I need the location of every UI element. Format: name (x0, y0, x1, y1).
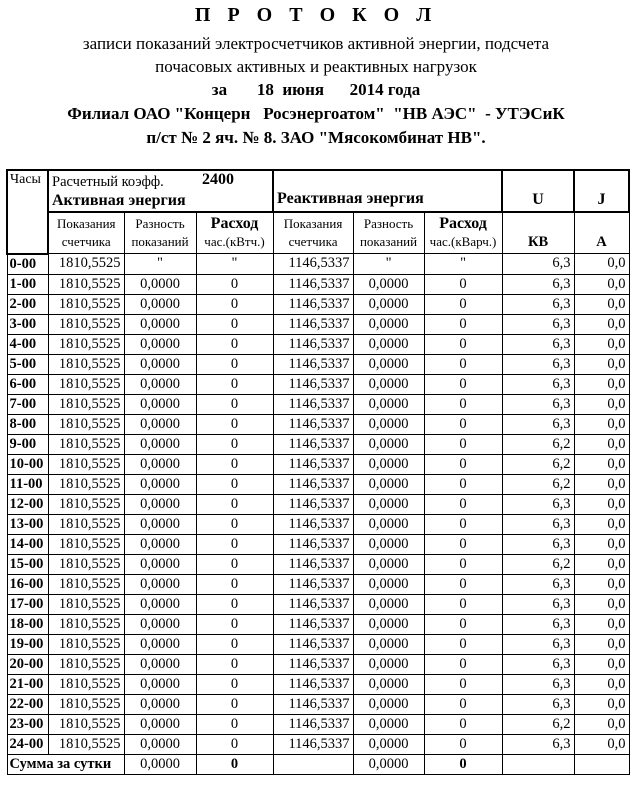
voltage-cell: 6,3 (502, 574, 574, 594)
reactive-reading-cell: 1146,5337 (273, 374, 353, 394)
active-flow-cell: 0 (196, 474, 273, 494)
active-diff-cell: 0,0000 (124, 674, 196, 694)
reactive-flow-cell: 0 (424, 654, 502, 674)
active-reading-cell: 1810,5525 (48, 454, 124, 474)
active-diff-cell: 0,0000 (124, 574, 196, 594)
active-diff-cell: 0,0000 (124, 734, 196, 754)
reactive-reading-cell: 1146,5337 (273, 274, 353, 294)
current-cell: 0,0 (574, 594, 629, 614)
current-cell: 0,0 (574, 714, 629, 734)
active-flow-cell: 0 (196, 534, 273, 554)
active-reading-cell: 1810,5525 (48, 274, 124, 294)
active-reading-cell: 1810,5525 (48, 554, 124, 574)
reactive-diff-cell: 0,0000 (353, 594, 424, 614)
active-diff-cell: 0,0000 (124, 654, 196, 674)
active-diff-cell: 0,0000 (124, 414, 196, 434)
hour-cell: 5-00 (7, 354, 48, 374)
total-empty (273, 754, 353, 774)
active-readings-header (48, 212, 124, 254)
total-empty (574, 754, 629, 774)
reactive-reading-cell: 1146,5337 (273, 634, 353, 654)
voltage-cell: 6,3 (502, 514, 574, 534)
coef-value: 2400 (202, 171, 234, 188)
active-reading-cell: 1810,5525 (48, 714, 124, 734)
table-row (7, 534, 629, 554)
voltage-cell: 6,2 (502, 474, 574, 494)
active-diff-cell: 0,0000 (124, 694, 196, 714)
active-diff-cell: 0,0000 (124, 614, 196, 634)
flow-unit-reactive: час.(кВарч.) (429, 234, 497, 249)
active-reading-cell: 1810,5525 (48, 534, 124, 554)
table-row (7, 394, 629, 414)
table-row (7, 554, 629, 574)
header-row-2 (7, 212, 629, 254)
table-row (7, 274, 629, 294)
reactive-reading-cell: 1146,5337 (273, 394, 353, 414)
active-diff-cell: 0,0000 (124, 594, 196, 614)
voltage-cell: 6,3 (502, 354, 574, 374)
active-diff-cell: 0,0000 (124, 534, 196, 554)
hour-cell: 15-00 (7, 554, 48, 574)
reactive-reading-cell: 1146,5337 (273, 734, 353, 754)
reactive-diff-cell: 0,0000 (353, 534, 424, 554)
diff-label: Разность (135, 216, 185, 231)
current-cell: 0,0 (574, 474, 629, 494)
total-label: Сумма за сутки (7, 754, 124, 774)
active-flow-cell: 0 (196, 714, 273, 734)
hour-cell: 21-00 (7, 674, 48, 694)
reactive-energy-label: Реактивная энергия (277, 190, 424, 207)
page-title: П Р О Т О К О Л (194, 4, 438, 26)
reactive-diff-cell: 0,0000 (353, 474, 424, 494)
reactive-diff-cell: 0,0000 (353, 294, 424, 314)
active-diff-cell: 0,0000 (124, 354, 196, 374)
active-flow-header (196, 212, 273, 254)
reactive-reading-cell: 1146,5337 (273, 614, 353, 634)
reactive-reading-cell: 1146,5337 (273, 434, 353, 454)
table-row (7, 654, 629, 674)
hour-cell: 9-00 (7, 434, 48, 454)
active-reading-cell: 1810,5525 (48, 254, 124, 275)
active-flow-cell: 0 (196, 294, 273, 314)
hour-cell: 1-00 (7, 274, 48, 294)
active-flow-cell: 0 (196, 354, 273, 374)
hour-cell: 11-00 (7, 474, 48, 494)
reactive-diff-cell: 0,0000 (353, 734, 424, 754)
active-reading-cell: 1810,5525 (48, 394, 124, 414)
active-energy-label: Активная энергия (52, 192, 186, 209)
current-cell: 0,0 (574, 394, 629, 414)
reactive-flow-cell: 0 (424, 334, 502, 354)
active-reading-cell: 1810,5525 (48, 334, 124, 354)
reactive-diff-cell: 0,0000 (353, 714, 424, 734)
reactive-flow-cell: 0 (424, 354, 502, 374)
active-flow-cell: 0 (196, 374, 273, 394)
reactive-diff-header (353, 212, 424, 254)
reactive-reading-cell: 1146,5337 (273, 414, 353, 434)
table-row (7, 694, 629, 714)
active-diff-cell: 0,0000 (124, 274, 196, 294)
current-cell: 0,0 (574, 514, 629, 534)
active-reading-cell: 1810,5525 (48, 354, 124, 374)
hour-cell: 23-00 (7, 714, 48, 734)
table-row (7, 454, 629, 474)
reactive-diff-cell: 0,0000 (353, 394, 424, 414)
active-diff-cell: 0,0000 (124, 514, 196, 534)
reactive-diff-cell: 0,0000 (353, 574, 424, 594)
active-diff-cell: 0,0000 (124, 334, 196, 354)
active-flow-cell: 0 (196, 694, 273, 714)
reactive-flow-cell: 0 (424, 314, 502, 334)
reactive-reading-cell: 1146,5337 (273, 554, 353, 574)
active-diff-cell: 0,0000 (124, 494, 196, 514)
reactive-reading-cell: 1146,5337 (273, 654, 353, 674)
active-diff-cell: 0,0000 (124, 314, 196, 334)
current-cell: 0,0 (574, 334, 629, 354)
reactive-diff-cell: 0,0000 (353, 554, 424, 574)
active-reading-cell: 1810,5525 (48, 414, 124, 434)
active-flow-cell: 0 (196, 334, 273, 354)
active-flow-cell: 0 (196, 554, 273, 574)
active-reading-cell: 1810,5525 (48, 314, 124, 334)
j-unit: А (574, 212, 629, 254)
current-cell: 0,0 (574, 414, 629, 434)
current-cell: 0,0 (574, 274, 629, 294)
active-diff-cell: 0,0000 (124, 294, 196, 314)
reactive-flow-cell: 0 (424, 714, 502, 734)
active-reading-cell: 1810,5525 (48, 514, 124, 534)
reactive-flow-cell: 0 (424, 614, 502, 634)
total-active-flow: 0 (196, 754, 273, 774)
reactive-diff-cell: 0,0000 (353, 414, 424, 434)
subtitle-line-1: записи показаний электросчетчиков активной энергии, подсчета (82, 34, 550, 53)
reactive-reading-cell: 1146,5337 (273, 474, 353, 494)
voltage-cell: 6,3 (502, 374, 574, 394)
reactive-flow-cell: 0 (424, 274, 502, 294)
total-row (7, 754, 629, 774)
reactive-flow-cell: 0 (424, 414, 502, 434)
active-diff-cell: 0,0000 (124, 554, 196, 574)
active-diff-cell: 0,0000 (124, 374, 196, 394)
total-reactive-flow: 0 (424, 754, 502, 774)
reactive-flow-cell: 0 (424, 554, 502, 574)
table-row (7, 494, 629, 514)
active-reading-cell: 1810,5525 (48, 614, 124, 634)
active-flow-cell: 0 (196, 574, 273, 594)
voltage-cell: 6,3 (502, 534, 574, 554)
active-flow-cell: 0 (196, 654, 273, 674)
reactive-reading-cell: 1146,5337 (273, 534, 353, 554)
reactive-flow-cell: 0 (424, 454, 502, 474)
voltage-cell: 6,3 (502, 314, 574, 334)
table-row (7, 434, 629, 454)
reactive-flow-header (424, 212, 502, 254)
voltage-cell: 6,3 (502, 614, 574, 634)
reactive-reading-cell: 1146,5337 (273, 714, 353, 734)
hour-cell: 20-00 (7, 654, 48, 674)
reactive-diff-cell: 0,0000 (353, 434, 424, 454)
meter-label: счетчика (288, 234, 338, 249)
table-row (7, 334, 629, 354)
u-unit: КВ (502, 212, 574, 254)
voltage-cell: 6,3 (502, 334, 574, 354)
reactive-flow-cell: 0 (424, 574, 502, 594)
reactive-flow-cell: 0 (424, 394, 502, 414)
active-reading-cell: 1810,5525 (48, 434, 124, 454)
active-reading-cell: 1810,5525 (48, 734, 124, 754)
table-row (7, 414, 629, 434)
voltage-cell: 6,3 (502, 694, 574, 714)
hour-cell: 7-00 (7, 394, 48, 414)
table-row (7, 354, 629, 374)
table-row (7, 294, 629, 314)
reactive-diff-cell: 0,0000 (353, 694, 424, 714)
current-cell: 0,0 (574, 614, 629, 634)
active-flow-cell: 0 (196, 594, 273, 614)
report-date: за 18 июня 2014 года (211, 80, 421, 99)
hour-cell: 8-00 (7, 414, 48, 434)
active-diff-cell: 0,0000 (124, 394, 196, 414)
active-flow-cell: 0 (196, 494, 273, 514)
reactive-reading-cell: 1146,5337 (273, 314, 353, 334)
current-cell: 0,0 (574, 674, 629, 694)
reactive-diff-cell: 0,0000 (353, 374, 424, 394)
active-reading-cell: 1810,5525 (48, 674, 124, 694)
current-cell: 0,0 (574, 554, 629, 574)
voltage-cell: 6,3 (502, 414, 574, 434)
table-row (7, 634, 629, 654)
voltage-cell: 6,3 (502, 254, 574, 275)
active-flow-cell: 0 (196, 634, 273, 654)
active-reading-cell: 1810,5525 (48, 654, 124, 674)
voltage-cell: 6,3 (502, 634, 574, 654)
voltage-cell: 6,3 (502, 294, 574, 314)
header-row-1 (7, 170, 629, 212)
u-header: U (502, 170, 574, 212)
hour-cell: 14-00 (7, 534, 48, 554)
hour-cell: 13-00 (7, 514, 48, 534)
current-cell: 0,0 (574, 734, 629, 754)
reactive-energy-header (273, 170, 502, 212)
table-row (7, 574, 629, 594)
current-cell: 0,0 (574, 294, 629, 314)
diff-label-2: показаний (359, 234, 418, 249)
meter-label: счетчика (61, 234, 111, 249)
active-flow-cell: 0 (196, 274, 273, 294)
active-flow-cell: 0 (196, 314, 273, 334)
table-row (7, 514, 629, 534)
active-flow-cell: 0 (196, 734, 273, 754)
total-active-diff: 0,0000 (124, 754, 196, 774)
reactive-flow-cell: 0 (424, 534, 502, 554)
reactive-reading-cell: 1146,5337 (273, 594, 353, 614)
current-cell: 0,0 (574, 654, 629, 674)
voltage-cell: 6,3 (502, 274, 574, 294)
table-row (7, 314, 629, 334)
reactive-flow-cell: 0 (424, 634, 502, 654)
hour-cell: 22-00 (7, 694, 48, 714)
reactive-diff-cell: 0,0000 (353, 634, 424, 654)
table-row (7, 734, 629, 754)
reactive-flow-cell: 0 (424, 694, 502, 714)
reactive-reading-cell: 1146,5337 (273, 454, 353, 474)
active-reading-cell: 1810,5525 (48, 574, 124, 594)
reactive-flow-cell: " (424, 254, 502, 275)
readings-table (6, 169, 630, 775)
current-cell: 0,0 (574, 534, 629, 554)
table-row (7, 674, 629, 694)
active-reading-cell: 1810,5525 (48, 374, 124, 394)
active-diff-cell: 0,0000 (124, 474, 196, 494)
diff-label-2: показаний (131, 234, 189, 249)
hour-cell: 0-00 (7, 254, 48, 275)
reactive-flow-cell: 0 (424, 494, 502, 514)
voltage-cell: 6,2 (502, 554, 574, 574)
reactive-reading-cell: 1146,5337 (273, 694, 353, 714)
current-cell: 0,0 (574, 634, 629, 654)
active-flow-cell: 0 (196, 514, 273, 534)
active-flow-cell: " (196, 254, 273, 275)
reactive-flow-cell: 0 (424, 734, 502, 754)
active-reading-cell: 1810,5525 (48, 634, 124, 654)
branch-name: Филиал ОАО "Концерн Росэнергоатом" "НВ АЭС" - УТЭСиК (67, 104, 565, 123)
reactive-flow-cell: 0 (424, 594, 502, 614)
current-cell: 0,0 (574, 354, 629, 374)
active-diff-cell: " (124, 254, 196, 275)
reactive-flow-cell: 0 (424, 674, 502, 694)
active-reading-cell: 1810,5525 (48, 494, 124, 514)
reactive-diff-cell: 0,0000 (353, 614, 424, 634)
table-row (7, 714, 629, 734)
voltage-cell: 6,3 (502, 654, 574, 674)
current-cell: 0,0 (574, 254, 629, 275)
reactive-diff-cell: 0,0000 (353, 514, 424, 534)
active-flow-cell: 0 (196, 394, 273, 414)
voltage-cell: 6,3 (502, 674, 574, 694)
reactive-reading-cell: 1146,5337 (273, 354, 353, 374)
reactive-diff-cell: 0,0000 (353, 674, 424, 694)
reactive-reading-cell: 1146,5337 (273, 294, 353, 314)
reactive-reading-cell: 1146,5337 (273, 494, 353, 514)
hour-cell: 12-00 (7, 494, 48, 514)
reactive-flow-cell: 0 (424, 374, 502, 394)
voltage-cell: 6,3 (502, 494, 574, 514)
hour-cell: 24-00 (7, 734, 48, 754)
reactive-flow-cell: 0 (424, 474, 502, 494)
hour-cell: 17-00 (7, 594, 48, 614)
hour-cell: 4-00 (7, 334, 48, 354)
hour-cell: 16-00 (7, 574, 48, 594)
flow-label: Расход (439, 215, 487, 232)
reactive-diff-cell: 0,0000 (353, 354, 424, 374)
active-diff-cell: 0,0000 (124, 714, 196, 734)
reactive-reading-cell: 1146,5337 (273, 254, 353, 275)
reactive-diff-cell: " (353, 254, 424, 275)
active-flow-cell: 0 (196, 414, 273, 434)
active-energy-header (48, 170, 273, 212)
voltage-cell: 6,3 (502, 734, 574, 754)
hours-header: Часы (7, 170, 48, 254)
j-header: J (574, 170, 629, 212)
coef-label: Расчетный коэфф. (52, 174, 164, 190)
subtitle-line-2: почасовых активных и реактивных нагрузок (155, 57, 477, 76)
voltage-cell: 6,2 (502, 714, 574, 734)
table-row (7, 374, 629, 394)
reactive-reading-cell: 1146,5337 (273, 574, 353, 594)
current-cell: 0,0 (574, 574, 629, 594)
total-empty (502, 754, 574, 774)
reactive-diff-cell: 0,0000 (353, 454, 424, 474)
voltage-cell: 6,2 (502, 434, 574, 454)
current-cell: 0,0 (574, 694, 629, 714)
table-row (7, 614, 629, 634)
current-cell: 0,0 (574, 494, 629, 514)
diff-label: Разность (363, 216, 414, 231)
reactive-readings-header (273, 212, 353, 254)
reactive-diff-cell: 0,0000 (353, 274, 424, 294)
table-row (7, 474, 629, 494)
total-reactive-diff: 0,0000 (353, 754, 424, 774)
active-reading-cell: 1810,5525 (48, 594, 124, 614)
readings-label: Показания (283, 216, 343, 231)
readings-label: Показания (56, 216, 116, 231)
reactive-diff-cell: 0,0000 (353, 494, 424, 514)
hour-cell: 10-00 (7, 454, 48, 474)
hour-cell: 6-00 (7, 374, 48, 394)
active-flow-cell: 0 (196, 454, 273, 474)
reactive-flow-cell: 0 (424, 514, 502, 534)
current-cell: 0,0 (574, 434, 629, 454)
active-reading-cell: 1810,5525 (48, 694, 124, 714)
active-diff-cell: 0,0000 (124, 454, 196, 474)
current-cell: 0,0 (574, 314, 629, 334)
table-row (7, 594, 629, 614)
reactive-reading-cell: 1146,5337 (273, 334, 353, 354)
substation-cell: п/ст № 2 яч. № 8. ЗАО "Мясокомбинат НВ". (146, 128, 486, 147)
reactive-flow-cell: 0 (424, 434, 502, 454)
reactive-reading-cell: 1146,5337 (273, 674, 353, 694)
active-flow-cell: 0 (196, 614, 273, 634)
hour-cell: 2-00 (7, 294, 48, 314)
flow-label: Расход (210, 215, 259, 232)
current-cell: 0,0 (574, 374, 629, 394)
hour-cell: 18-00 (7, 614, 48, 634)
active-diff-cell: 0,0000 (124, 634, 196, 654)
reactive-diff-cell: 0,0000 (353, 314, 424, 334)
active-flow-cell: 0 (196, 434, 273, 454)
voltage-cell: 6,3 (502, 394, 574, 414)
voltage-cell: 6,2 (502, 454, 574, 474)
reactive-diff-cell: 0,0000 (353, 654, 424, 674)
current-cell: 0,0 (574, 454, 629, 474)
hour-cell: 19-00 (7, 634, 48, 654)
active-diff-header (124, 212, 196, 254)
flow-unit-active: час.(кВтч.) (204, 234, 265, 249)
reactive-diff-cell: 0,0000 (353, 334, 424, 354)
reactive-flow-cell: 0 (424, 294, 502, 314)
reactive-reading-cell: 1146,5337 (273, 514, 353, 534)
hour-cell: 3-00 (7, 314, 48, 334)
active-reading-cell: 1810,5525 (48, 294, 124, 314)
active-diff-cell: 0,0000 (124, 434, 196, 454)
active-reading-cell: 1810,5525 (48, 474, 124, 494)
active-flow-cell: 0 (196, 674, 273, 694)
voltage-cell: 6,3 (502, 594, 574, 614)
table-row (7, 254, 629, 275)
